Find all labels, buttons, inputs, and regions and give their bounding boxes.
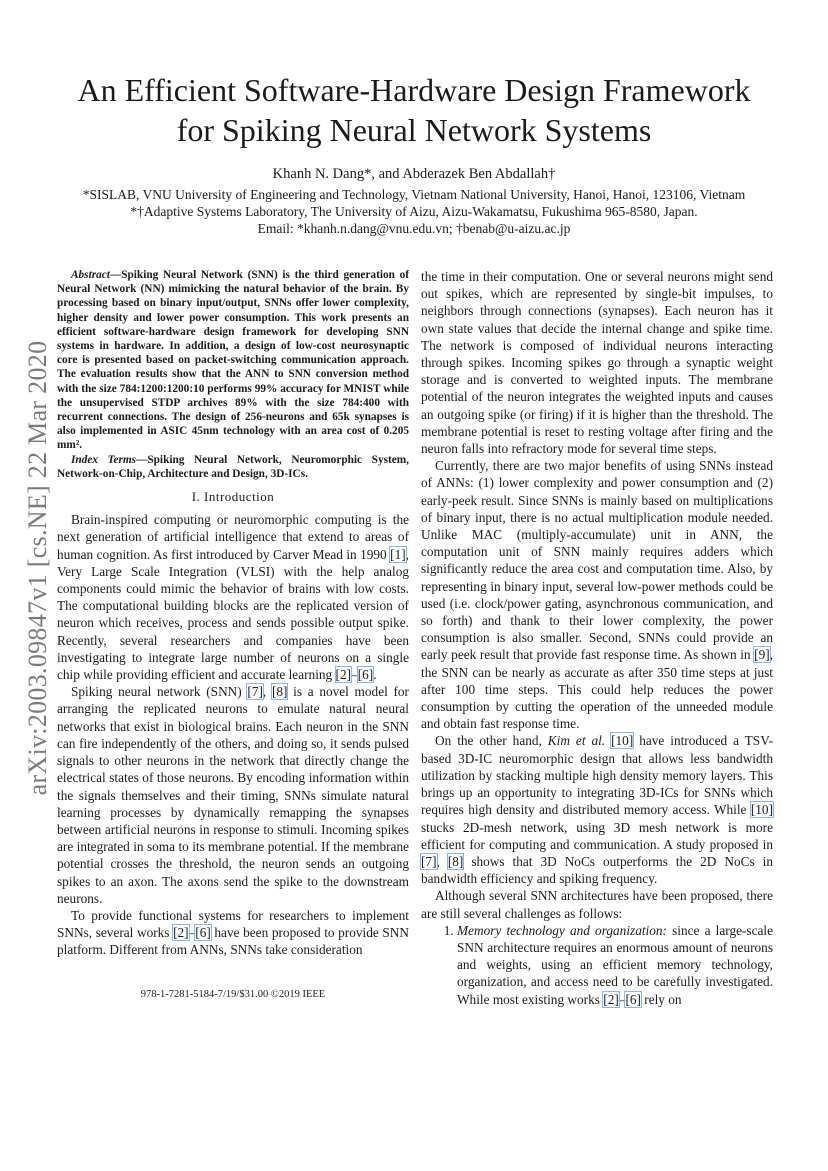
intro-paragraph-2: Spiking neural network (SNN) [7], [8] is a novel model for arranging the replicated neurons to emulate natural neural networks that exist in biological brains. Each neuron in the SNN can fire independently of the others, and doing so, it sends pulsed signals to other neurons in the network that directly change the electrical states of those neurons. By encoding information within the signals themselves and their timing, SNNs simulate natural learning processes by dynamically remapping the synapses between artificial neurons in response to stimuli. Incoming spikes are integrated in soma to its membrane potential. If the membrane potential crosses the threshold, the neuron sends an outgoing spikes to an axon. The axons send the spike to the downstream neurons. xyxy=(57,684,409,906)
citation-link-8[interactable]: [8] xyxy=(447,853,464,869)
citation-link-2[interactable]: [2] xyxy=(603,991,619,1007)
right-paragraph-2: Currently, there are two major benefits of using SNNs instead of ANNs: (1) lower complexity and power consumption and (2) early-peek result. Since SNNs is mainly based on multiplications of binary input, there is no actual multiplication module needed. Unlike MAC (multiply-accumulate) unit in ANN, the computation unit of SNN mainly requires adders which significantly reduce the area cost and computation time. Also, by representing in binary input, several low-power methods could be used (i.e. clock/power gating, asynchronous communication, and so forth) and thank to their lower complexity, the power consumption is also smaller. Second, SNNs could provide an early peek result that provide fast response time. As shown in [9], the SNN can be nearly as accurate as after 350 time steps at just after 100 time steps. This could help reduces the power consumption by cutting the operation of the unneeded module and obtain fast response time. xyxy=(421,458,773,732)
citation-link-8[interactable]: [8] xyxy=(271,684,288,700)
intro-paragraph-1: Brain-inspired computing or neuromorphic computing is the next generation of artificial intelligence that extend to areas of human cognition. As first introduced by Carver Mead in 1990 [1], Very Large Scale Integration (VLSI) with the help analog components could mimic the behavior of brains with low costs. The computational building blocks are the replicated version of neuron which receives, process and sends possible output spike. Recently, several researchers and companies have been investigating to integrate large number of neurons on a single chip while providing efficient and accurate learning [2]–[6]. xyxy=(57,512,409,683)
citation-link-7[interactable]: [7] xyxy=(247,684,263,700)
index-terms-label: Index Terms xyxy=(71,453,137,466)
arxiv-identifier: arXiv:2003.09847v1 [cs.NE] 22 Mar 2020 xyxy=(23,340,52,796)
citation-link-9[interactable]: [9] xyxy=(754,647,770,663)
index-terms xyxy=(57,453,409,481)
citation-link-10[interactable]: [10] xyxy=(611,733,634,749)
citation-link-6[interactable]: [6] xyxy=(625,991,641,1007)
affiliation-1: *SISLAB, VNU University of Engineering and Technology, Vietnam National University, Hanoi, Hanoi, 123106, Vietnam xyxy=(82,187,746,202)
left-column xyxy=(57,268,409,959)
challenges-list xyxy=(421,922,773,1008)
intro-paragraph-3: To provide functional systems for researchers to implement SNNs, several works [2]–[6] have been proposed to provide SNN platform. Different from ANNs, SNNs take consideration xyxy=(57,907,409,958)
author-reference-kim: Kim et al. xyxy=(547,733,606,749)
abstract xyxy=(57,268,409,453)
right-column xyxy=(421,268,773,1008)
list-item-label: Memory technology and organization: xyxy=(457,922,667,938)
abstract-text: —Spiking Neural Network (SNN) is the third generation of Neural Network (NN) mimicking the natural behavior of the brain. By processing based on binary input/output, SNNs offer lower complexity, higher density and lower power consumption. This work presents an efficient software-hardware design framework for developing SNN systems in hardware. In addition, a design of low-cost neurosynaptic core is presented based on packet-switching communication approach. The evaluation results show that the ANN to SNN conversion method with the size 784:1200:1200:10 performs 99% accuracy for MNIST while the unsupervised STDP archives 89% with the size 784:400 with recurrent connections. The design of 256-neurons and 65k synapses is also implemented in ASIC 45nm technology with an area cost of 0.205 mm². xyxy=(57,269,409,452)
section-heading-introduction: I. Introduction xyxy=(191,489,275,505)
right-paragraph-3: On the other hand, Kim et al. [10] have introduced a TSV-based 3D-IC neuromorphic design that allows less bandwidth utilization by stacking multiple high density memory layers. This brings up an opportunity to integrating 3D-ICs for SNNs which requires high density and distributed memory access. While [10] stucks 2D-mesh network, using 3D mesh network is more efficient for computing and communication. A study proposed in [7], [8] shows that 3D NoCs outperforms the 2D NoCs in bandwidth efficiency and spiking frequency. xyxy=(421,733,774,887)
citation-link-2[interactable]: [2] xyxy=(173,925,189,941)
paper-title xyxy=(40,70,788,150)
citation-link-1[interactable]: [1] xyxy=(390,546,406,562)
right-paragraph-1: the time in their computation. One or several neurons might send out spikes, which are represented by single-bit impulses, to neighbors through connections (synapses). Each neuron has it own state values that decide the internal change and spike time. The network is composed of individual neurons interacting through spikes. Incoming spikes go through a synaptic weight storage and is converted to weighted inputs. The membrane potential of the neuron integrates the weighted inputs and causes an outgoing spike (or firing) if it is higher than the threshold. The membrane potential is reset to resting voltage after firing and the neuron falls into refractory mode for several time steps. xyxy=(421,269,773,457)
author-emails: Email: *khanh.n.dang@vnu.edu.vn; †benab@u-aizu.ac.jp xyxy=(257,221,571,236)
arxiv-sidebar-stamp xyxy=(16,248,60,888)
citation-link-7[interactable]: [7] xyxy=(421,853,437,869)
copyright-notice: 978-1-7281-5184-7/19/$31.00 ©2019 IEEE xyxy=(140,989,326,1000)
author-list: Khanh N. Dang*, and Abderazek Ben Abdallah† xyxy=(272,166,556,182)
index-terms-text: —Spiking Neural Network, Neuromorphic System, Network-on-Chip, Architecture and Design, 3D-ICs. xyxy=(57,453,409,480)
citation-link-6[interactable]: [6] xyxy=(195,925,211,941)
list-item: 1. Memory technology and organization: since a large-scale SNN architecture requires an enormous amount of neurons and weights, using an efficient memory technology, organization, and access need to be carefully investigated. While most existing works [2]–[6] rely on xyxy=(457,922,773,1008)
title-line-1: An Efficient Software-Hardware Design Framework xyxy=(77,72,751,108)
abstract-label: Abstract xyxy=(71,269,110,281)
right-paragraph-4: Although several SNN architectures have been proposed, there are still several challenges as follows: xyxy=(421,888,773,921)
affiliation-2: *†Adaptive Systems Laboratory, The University of Aizu, Aizu-Wakamatsu, Fukushima 965-8580, Japan. xyxy=(130,204,698,219)
citation-link-10[interactable]: [10] xyxy=(750,802,773,818)
citation-link-2[interactable]: [2] xyxy=(335,667,352,683)
title-line-2: for Spiking Neural Network Systems xyxy=(176,112,652,148)
citation-link-6[interactable]: [6] xyxy=(357,667,374,683)
